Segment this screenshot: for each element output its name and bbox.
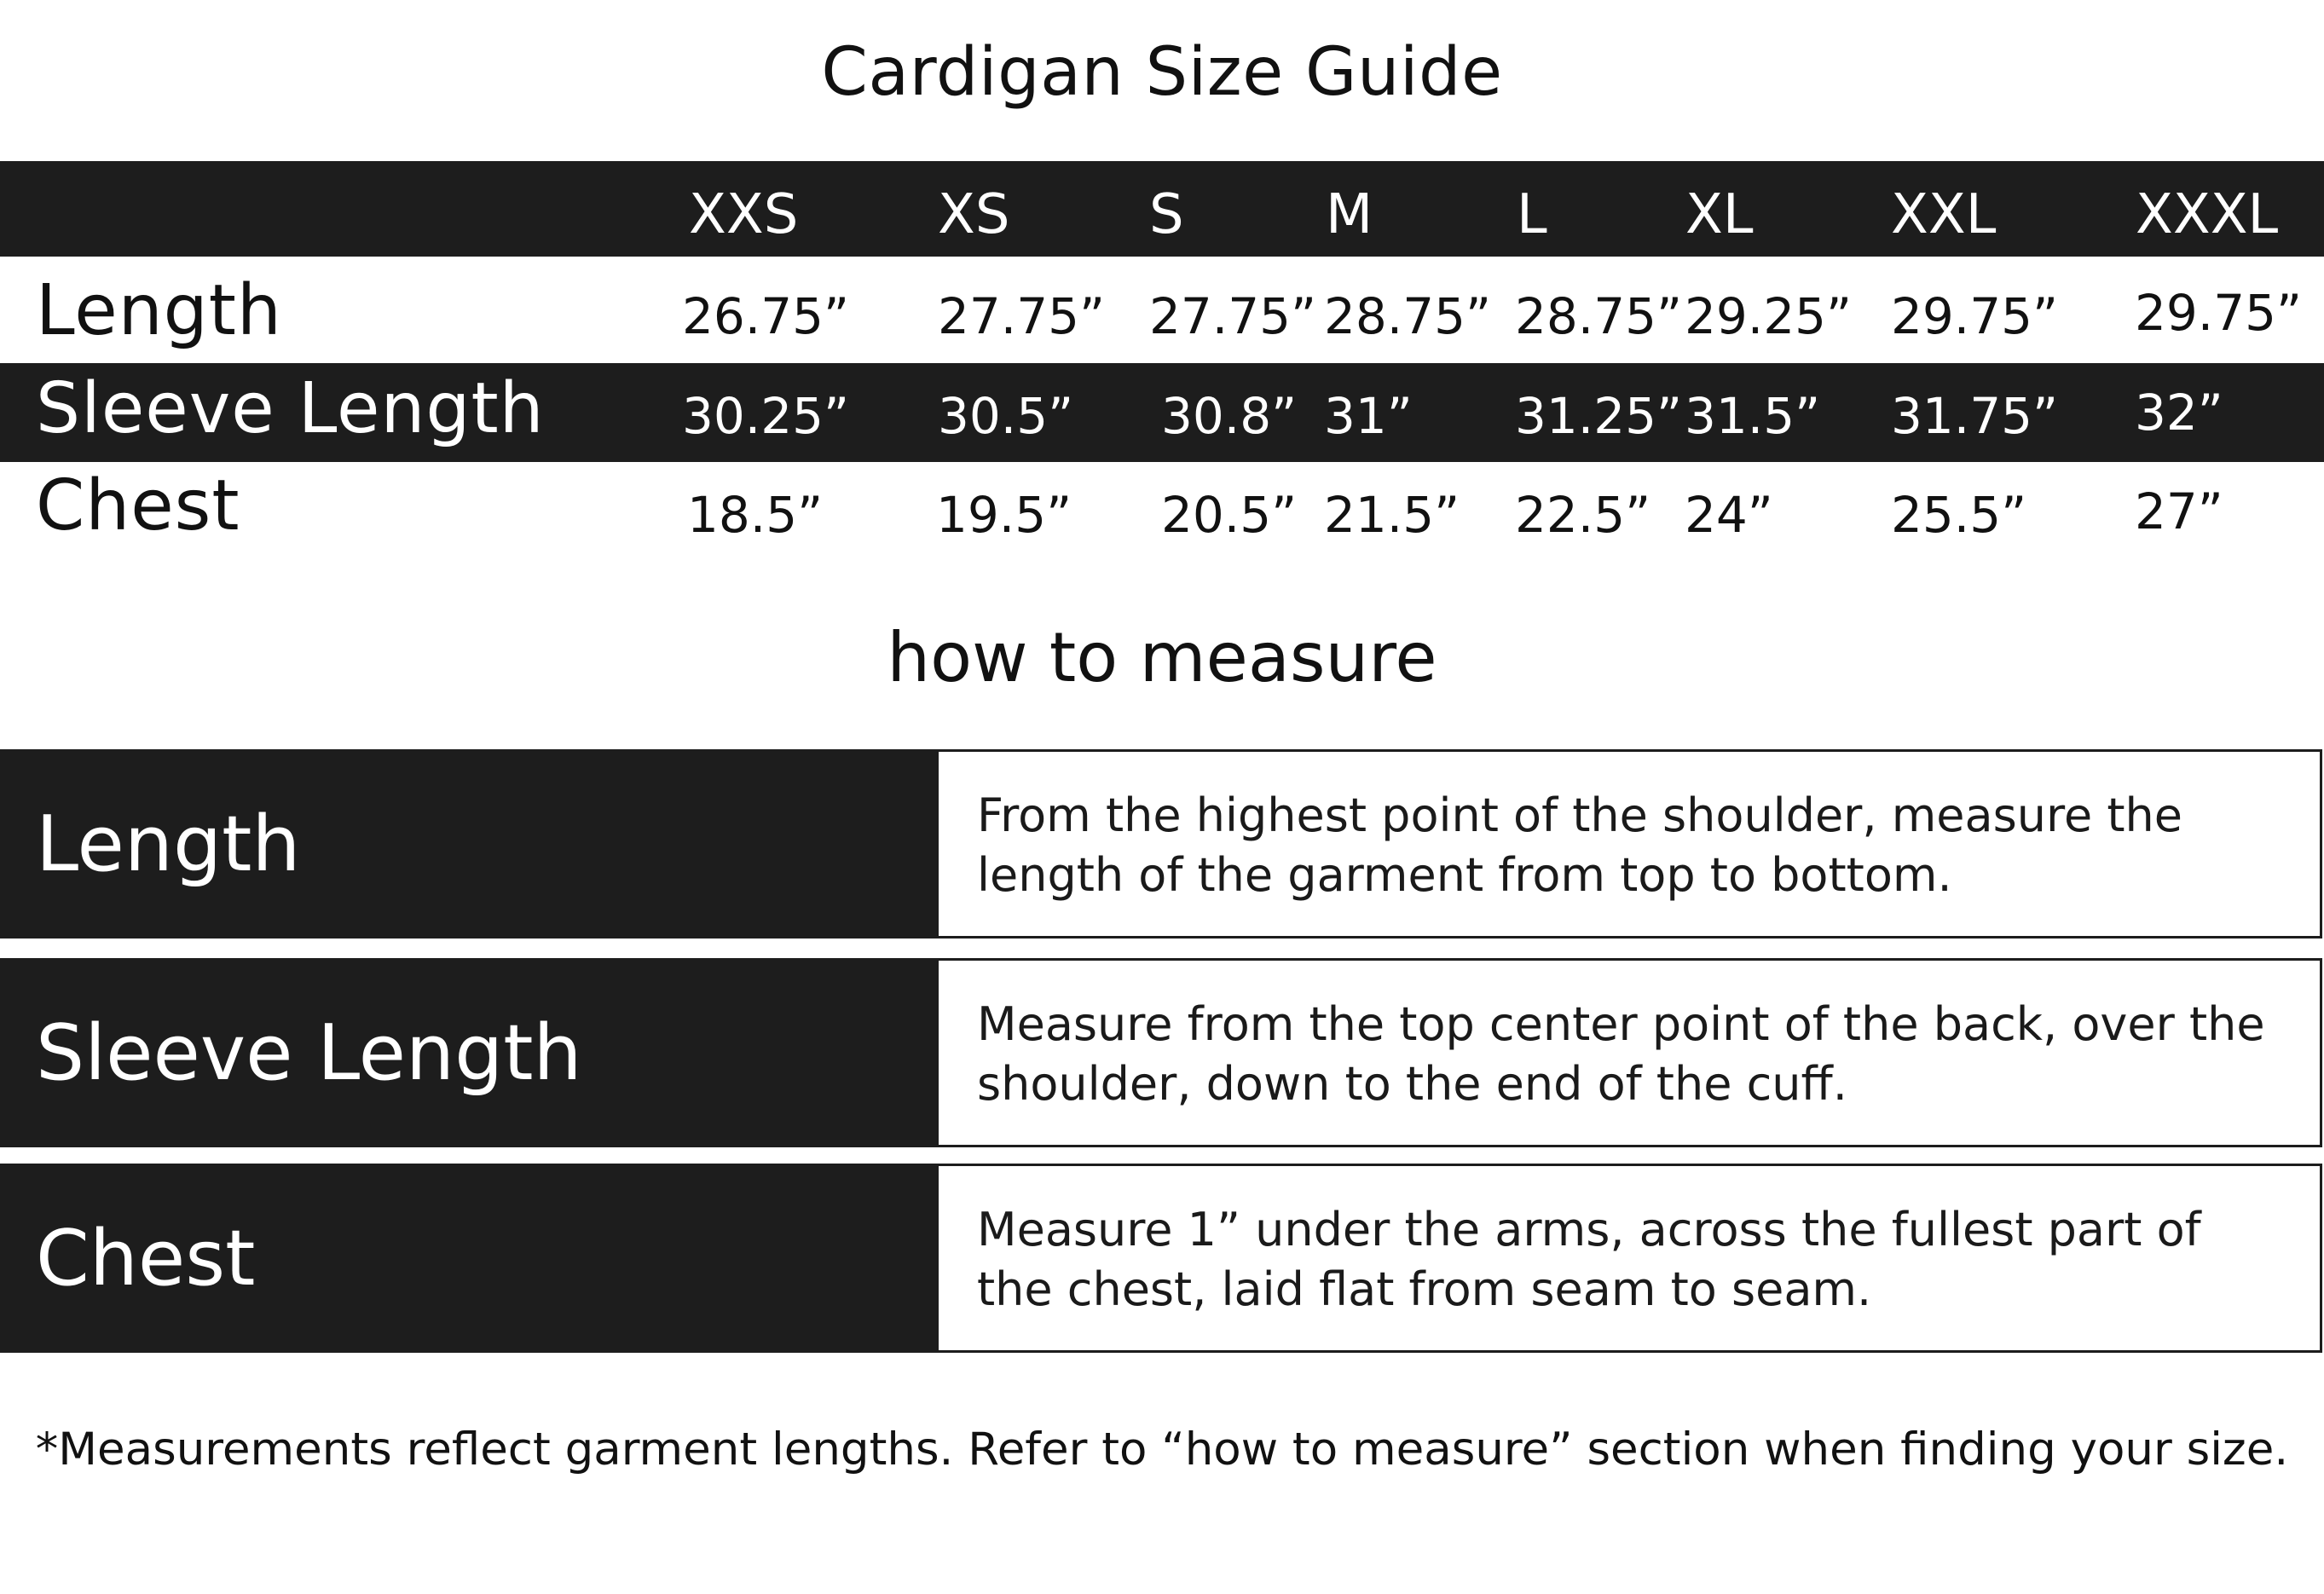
measure-block-length — [0, 749, 2324, 938]
size-xxxl-header: XXXL — [2136, 183, 2279, 246]
table-row-sleeve-length — [0, 363, 2324, 462]
chest-xl-value: 24” — [1685, 486, 1773, 544]
sleeve-l-value: 31.25” — [1515, 387, 1683, 445]
length-l-value: 28.75” — [1515, 287, 1683, 345]
chest-m-value: 21.5” — [1324, 486, 1460, 544]
length-xxxl-value: 29.75” — [2135, 284, 2303, 342]
size-m-header: M — [1326, 183, 1373, 246]
measure-label-length: Length — [0, 749, 938, 938]
measure-block-chest — [0, 1164, 2324, 1353]
table-row-chest — [0, 462, 2324, 560]
size-table — [0, 161, 2324, 560]
how-to-measure-title: how to measure — [887, 618, 1437, 697]
sleeve-m-value: 31” — [1324, 387, 1413, 445]
measure-block-sleeve-length — [0, 958, 2324, 1147]
length-xl-value: 29.25” — [1685, 287, 1853, 345]
size-xxl-header: XXL — [1891, 183, 1997, 246]
sleeve-xxs-value: 30.25” — [682, 387, 850, 445]
table-row-length — [0, 257, 2324, 363]
row-label-sleeve-length: Sleeve Length — [36, 368, 545, 449]
measure-label-chest: Chest — [0, 1164, 938, 1353]
size-l-header: L — [1517, 183, 1547, 246]
row-label-chest: Chest — [36, 465, 240, 546]
measure-description-chest: Measure 1” under the arms, across the fullest part of the chest, laid flat from seam to seam. — [936, 1164, 2322, 1353]
length-s-value: 27.75” — [1149, 287, 1317, 345]
footnote: *Measurements reflect garment lengths. Refer to “how to measure” section when finding your size. — [35, 1424, 2289, 1476]
sleeve-xxxl-value: 32” — [2135, 384, 2223, 442]
chest-xxxl-value: 27” — [2135, 482, 2223, 540]
size-header-row — [0, 161, 2324, 257]
sleeve-xs-value: 30.5” — [938, 387, 1074, 445]
page-title: Cardigan Size Guide — [821, 34, 1503, 111]
chest-s-value: 20.5” — [1161, 486, 1298, 544]
sleeve-s-value: 30.8” — [1161, 387, 1298, 445]
chest-xxs-value: 18.5” — [687, 486, 824, 544]
length-xxl-value: 29.75” — [1891, 287, 2059, 345]
chest-xs-value: 19.5” — [936, 486, 1072, 544]
size-xxs-header: XXS — [689, 183, 799, 246]
row-label-length: Length — [36, 270, 282, 351]
sleeve-xl-value: 31.5” — [1685, 387, 1821, 445]
size-s-header: S — [1149, 183, 1184, 246]
measure-label-sleeve-length: Sleeve Length — [0, 958, 938, 1147]
length-xxs-value: 26.75” — [682, 287, 850, 345]
length-xs-value: 27.75” — [938, 287, 1106, 345]
size-xs-header: XS — [938, 183, 1010, 246]
measure-description-sleeve-length: Measure from the top center point of the back, over the shoulder, down to the end of the cuff. — [936, 958, 2322, 1147]
chest-l-value: 22.5” — [1515, 486, 1651, 544]
size-xl-header: XL — [1685, 183, 1754, 246]
chest-xxl-value: 25.5” — [1891, 486, 2027, 544]
sleeve-xxl-value: 31.75” — [1891, 387, 2059, 445]
length-m-value: 28.75” — [1324, 287, 1492, 345]
measure-description-length: From the highest point of the shoulder, measure the length of the garment from top to bottom. — [936, 749, 2322, 938]
